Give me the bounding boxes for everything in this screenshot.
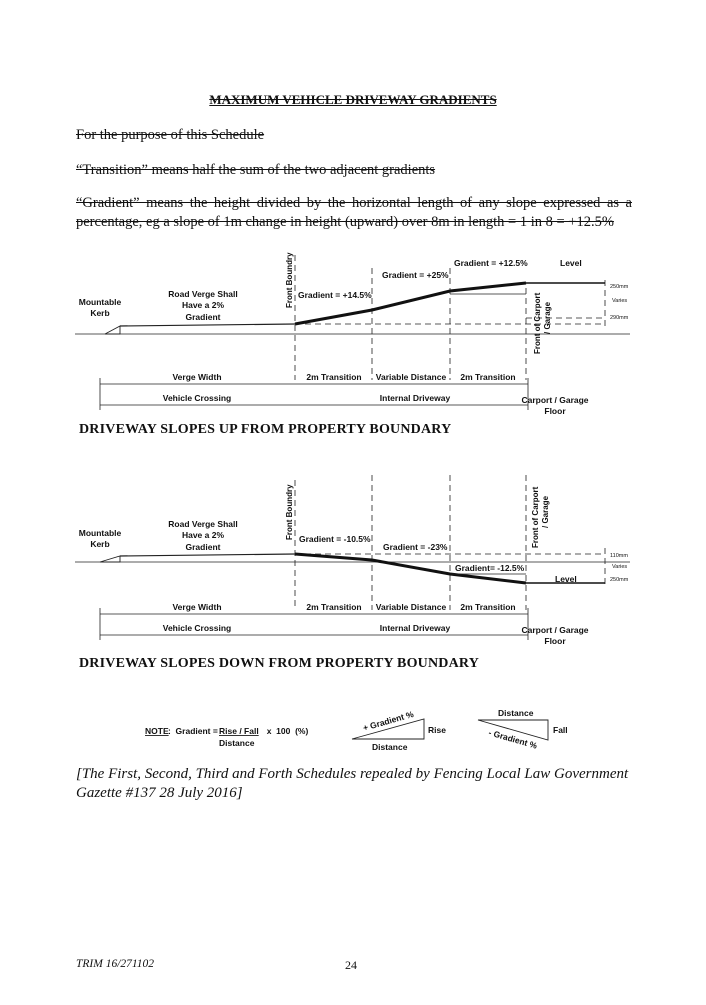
kerb-label: Kerb <box>90 308 110 318</box>
carport-label: / Garage <box>543 301 552 334</box>
trim-reference: TRIM 16/271102 <box>76 958 155 970</box>
dimension-bot: 290mm <box>610 315 629 321</box>
distance-right-label: Distance <box>498 708 534 718</box>
carport-label: Front of Carport <box>533 292 542 354</box>
gradient-3-label: Gradient= -12.5% <box>455 563 525 573</box>
kerb-shape <box>100 556 120 562</box>
transition-b-label: 2m Transition <box>460 372 516 382</box>
dimension-top: 110mm <box>610 553 628 559</box>
level-label: Level <box>560 258 582 268</box>
rise-label: Rise <box>428 725 446 735</box>
verge-label: Have a 2% <box>181 300 225 310</box>
dimension-mid: Varies <box>612 564 628 570</box>
variable-distance-label: Variable Distance <box>375 372 447 382</box>
kerb-shape <box>105 326 120 334</box>
floor-label: Carport / Garage <box>521 395 589 405</box>
note-formula-suffix: x 100 (%) <box>262 726 309 736</box>
level-label: Level <box>555 574 577 584</box>
floor-label: Carport / Garage <box>521 625 589 635</box>
note-rise-fall: Rise / Fall <box>219 726 259 736</box>
verge-label: Gradient <box>185 542 221 552</box>
gradient-note <box>0 705 706 757</box>
internal-driveway-label: Internal Driveway <box>379 393 451 403</box>
verge-label: Road Verge Shall <box>168 519 238 529</box>
vehicle-crossing-label: Vehicle Crossing <box>162 623 232 633</box>
positive-gradient-label: + Gradient % <box>361 708 415 733</box>
verge-width-label: Verge Width <box>172 602 222 612</box>
page-number: 24 <box>345 958 357 972</box>
diagram-up-caption: DRIVEWAY SLOPES UP FROM PROPERTY BOUNDARY <box>79 422 452 437</box>
verge-label: Road Verge Shall <box>168 289 238 299</box>
gradient-1-label: Gradient = +14.5% <box>298 290 372 300</box>
internal-driveway-label: Internal Driveway <box>379 623 451 633</box>
kerb-label: Mountable <box>78 297 122 307</box>
floor-label: Floor <box>544 406 566 416</box>
note-distance: Distance <box>219 738 255 748</box>
repealed-notice: [The First, Second, Third and Forth Schedules repealed by Fencing Local Law Government Gazette #137 28 July 2016] <box>76 766 629 801</box>
vehicle-crossing-label: Vehicle Crossing <box>162 393 232 403</box>
transition-b-label: 2m Transition <box>460 602 516 612</box>
verge-surface <box>120 554 295 556</box>
diagram-down-caption: DRIVEWAY SLOPES DOWN FROM PROPERTY BOUNDARY <box>79 656 480 671</box>
note-formula-prefix: : Gradient = <box>168 726 221 736</box>
transition-a-label: 2m Transition <box>306 602 362 612</box>
front-boundary-label: Front Boundry <box>285 252 294 308</box>
distance-left-label: Distance <box>372 742 408 752</box>
carport-label: / Garage <box>541 495 550 528</box>
negative-gradient-label: - Gradient % <box>487 727 539 751</box>
driveway-down-diagram <box>0 470 706 650</box>
floor-label: Floor <box>544 636 566 646</box>
transition-a-label: 2m Transition <box>306 372 362 382</box>
verge-label: Have a 2% <box>181 530 225 540</box>
schedule-title: MAXIMUM VEHICLE DRIVEWAY GRADIENTS <box>209 92 497 107</box>
kerb-label: Kerb <box>90 539 110 549</box>
kerb-label: Mountable <box>78 528 122 538</box>
verge-width-label: Verge Width <box>172 372 222 382</box>
intro-paragraph: For the purpose of this Schedule <box>76 127 265 143</box>
fall-label: Fall <box>553 725 568 735</box>
gradient-1-label: Gradient = -10.5% <box>299 534 371 544</box>
gradient-2-label: Gradient = +25% <box>382 270 449 280</box>
verge-surface <box>120 324 295 326</box>
gradient-definition: “Gradient” means the height divided by the horizontal length of any slope expressed as a percentage, eg a slope of 1m change in height (upward) over 8m in length = 1 in 8 = +12.5% <box>76 195 632 230</box>
gradient-2-label: Gradient = -23% <box>383 542 448 552</box>
transition-definition: “Transition” means half the sum of the two adjacent gradients <box>76 162 436 178</box>
gradient-3-label: Gradient = +12.5% <box>454 258 528 268</box>
variable-distance-label: Variable Distance <box>375 602 447 612</box>
driveway-up-diagram <box>0 250 706 422</box>
note-label: NOTE <box>145 726 169 736</box>
dimension-bot: 250mm <box>610 577 629 583</box>
front-boundary-label: Front Boundry <box>285 484 294 540</box>
dimension-mid: Varies <box>612 298 628 304</box>
carport-label: Front of Carport <box>531 486 540 548</box>
dimension-top: 250mm <box>610 284 629 290</box>
verge-label: Gradient <box>185 312 221 322</box>
